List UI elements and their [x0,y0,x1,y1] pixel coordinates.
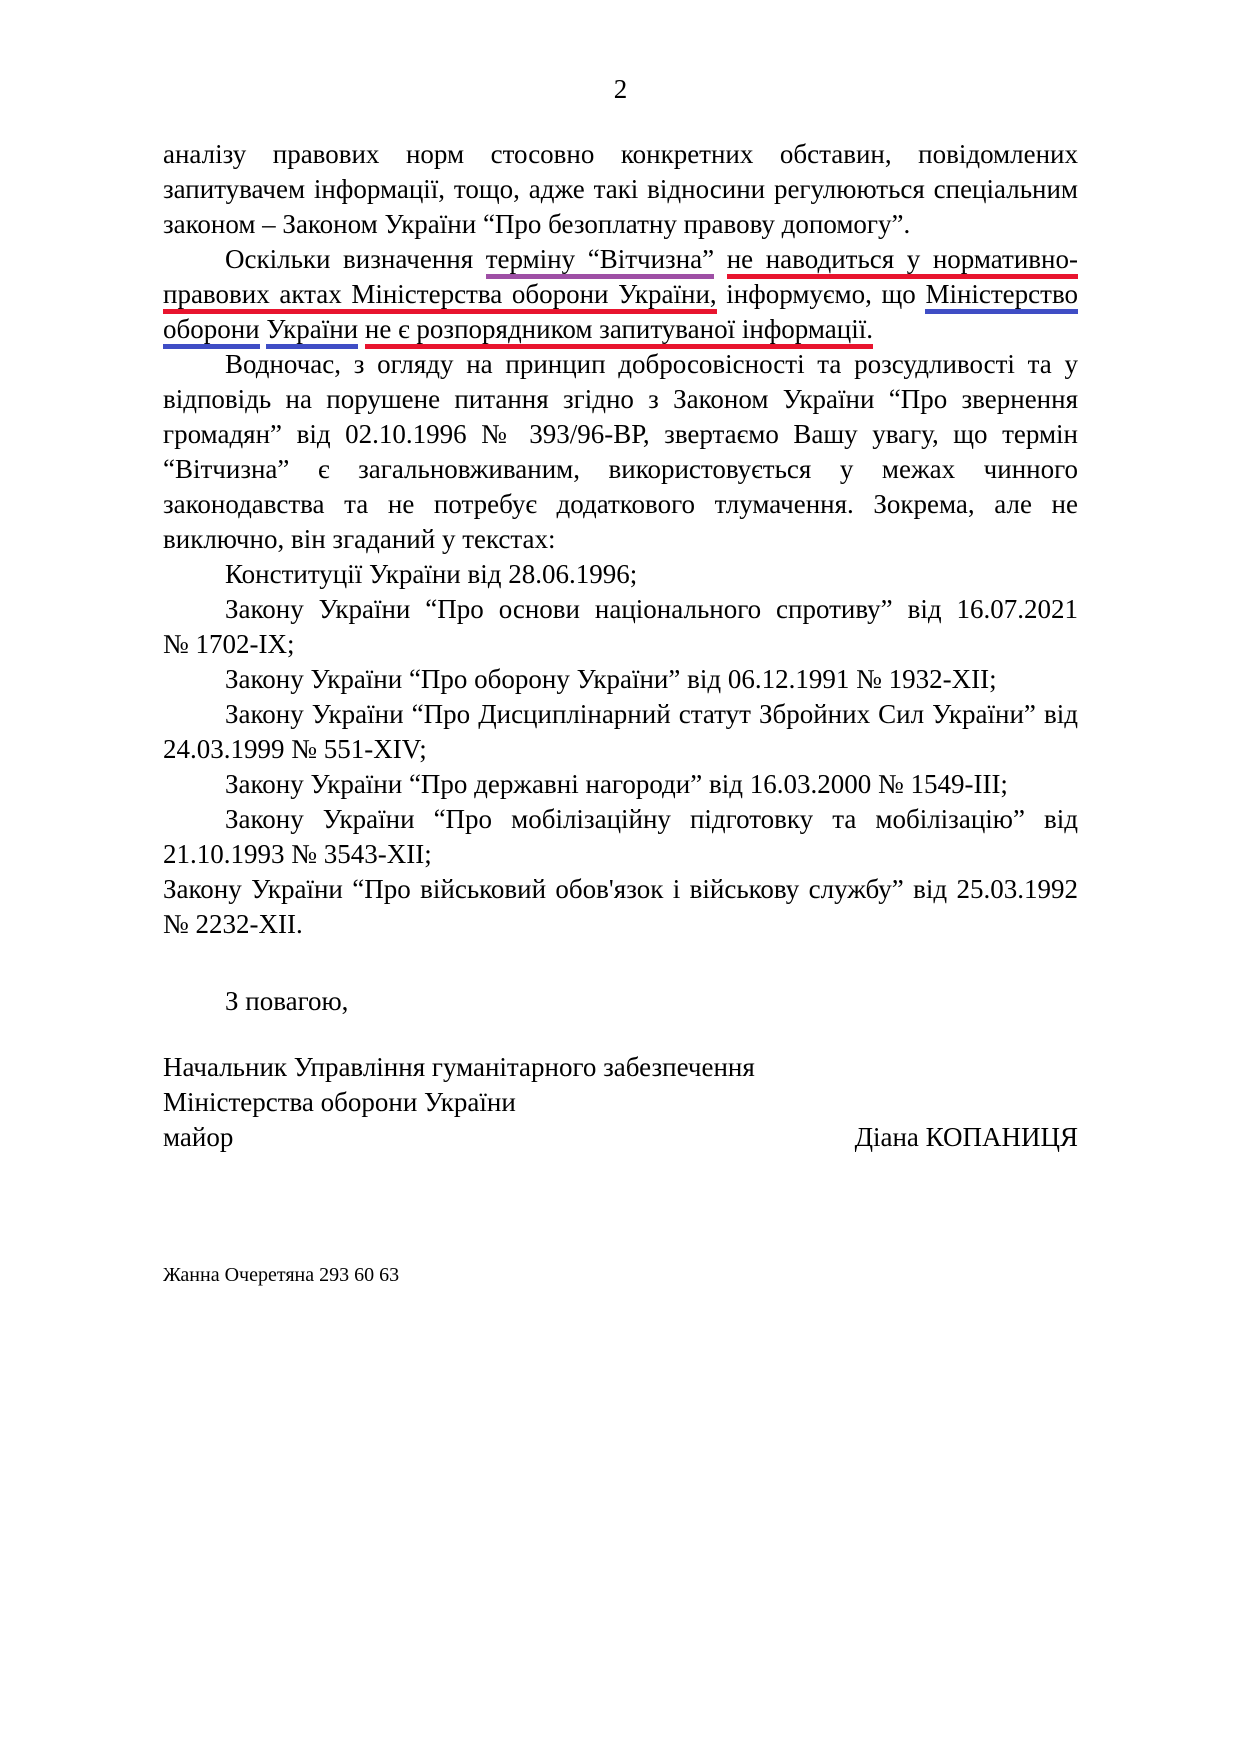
law-item-national-resistance [163,592,1078,662]
text-line: виключно, він згаданий у текстах: [163,524,556,554]
signer-rank: майор [163,1122,234,1152]
annotation-underline-red: правових актах Міністерства оборони України, [163,279,717,314]
text-line: 24.03.1999 № 551-XIV; [163,734,427,764]
paragraph-legal-aid [163,137,1078,242]
signer-title-line: Начальник Управління гуманітарного забезпечення [163,1052,755,1082]
annotation-underline-red: не наводиться у нормативно- [727,244,1078,279]
text-line: відповідь на порушене питання згідно з Законом України “Про звернення [163,384,1078,414]
law-item-mobilization [163,802,1078,872]
text-line: Закону України “Про військовий обов'язок і військову службу” від 25.03.1992 [163,874,1078,904]
text-line: Закону України “Про мобілізаційну підготовку та мобілізацію” від [225,804,1078,834]
footer-contact: Жанна Очеретяна 293 60 63 [163,1264,400,1286]
annotation-underline-blue: оборони [163,314,260,349]
closing-salutation: З повагою, [225,986,349,1016]
text-line: громадян” від 02.10.1996 № 393/96-ВР, звертаємо Вашу увагу, що термін [163,419,1078,449]
text-line: Водночас, з огляду на принцип добросовісності та розсудливості та у [225,349,1078,379]
text-line: Закону України “Про державні нагороди” від 16.03.2000 № 1549-III; [225,769,1008,799]
text-line [163,242,1078,277]
text-line: 21.10.1993 № 3543-XII; [163,839,432,869]
law-item-defense [163,662,1078,697]
annotation-underline-purple: терміну “Вітчизна” [486,244,714,279]
law-item-state-awards [163,767,1078,802]
page-number: 2 [613,74,628,104]
text-line: запитувачем інформації, тощо, адже такі відносини регулюються спеціальним [163,174,1078,204]
text-line [163,277,1078,312]
signature-block [163,1050,1078,1155]
text-line: Конституції України від 28.06.1996; [225,559,638,589]
text-line: законодавства та не потребує додаткового тлумачення. Зокрема, але не [163,489,1078,519]
text-line: Закону України “Про Дисциплінарний статут Збройних Сил України” від [225,699,1078,729]
text-line: № 1702-IX; [163,629,295,659]
law-item-constitution [163,557,1078,592]
annotation-underline-red: не є розпорядником запитуваної інформації. [365,314,873,349]
document-body [163,137,1078,942]
text-line: Закону України “Про оборону України” від 06.12.1991 № 1932-XII; [225,664,997,694]
text-line: Закону України “Про основи національного спротиву” від 16.07.2021 [225,594,1078,624]
text-line [163,312,1078,347]
paragraph-term-vitchyzna [163,242,1078,347]
annotation-underline-blue: Міністерство [925,279,1078,314]
law-item-military-duty [163,872,1078,942]
text-segment [714,244,727,274]
signer-rank-name-row [163,1120,1078,1155]
annotation-underline-blue: України [266,314,358,349]
text-line: законом – Законом України “Про безоплатну правову допомогу”. [163,209,911,239]
paragraph-vodnochas [163,347,1078,557]
text-segment: Оскільки визначення [225,244,486,274]
signer-name: Діана КОПАНИЦЯ [854,1122,1078,1152]
text-segment: інформуємо, що [716,279,926,309]
text-line: № 2232-XII. [163,909,303,939]
text-line: “Вітчизна” є загальновживаним, використовується у межах чинного [163,454,1078,484]
text-segment [358,314,365,344]
law-item-disciplinary-statute [163,697,1078,767]
signer-title-line: Міністерства оборони України [163,1087,516,1117]
text-line: аналізу правових норм стосовно конкретних обставин, повідомлених [163,139,1078,169]
